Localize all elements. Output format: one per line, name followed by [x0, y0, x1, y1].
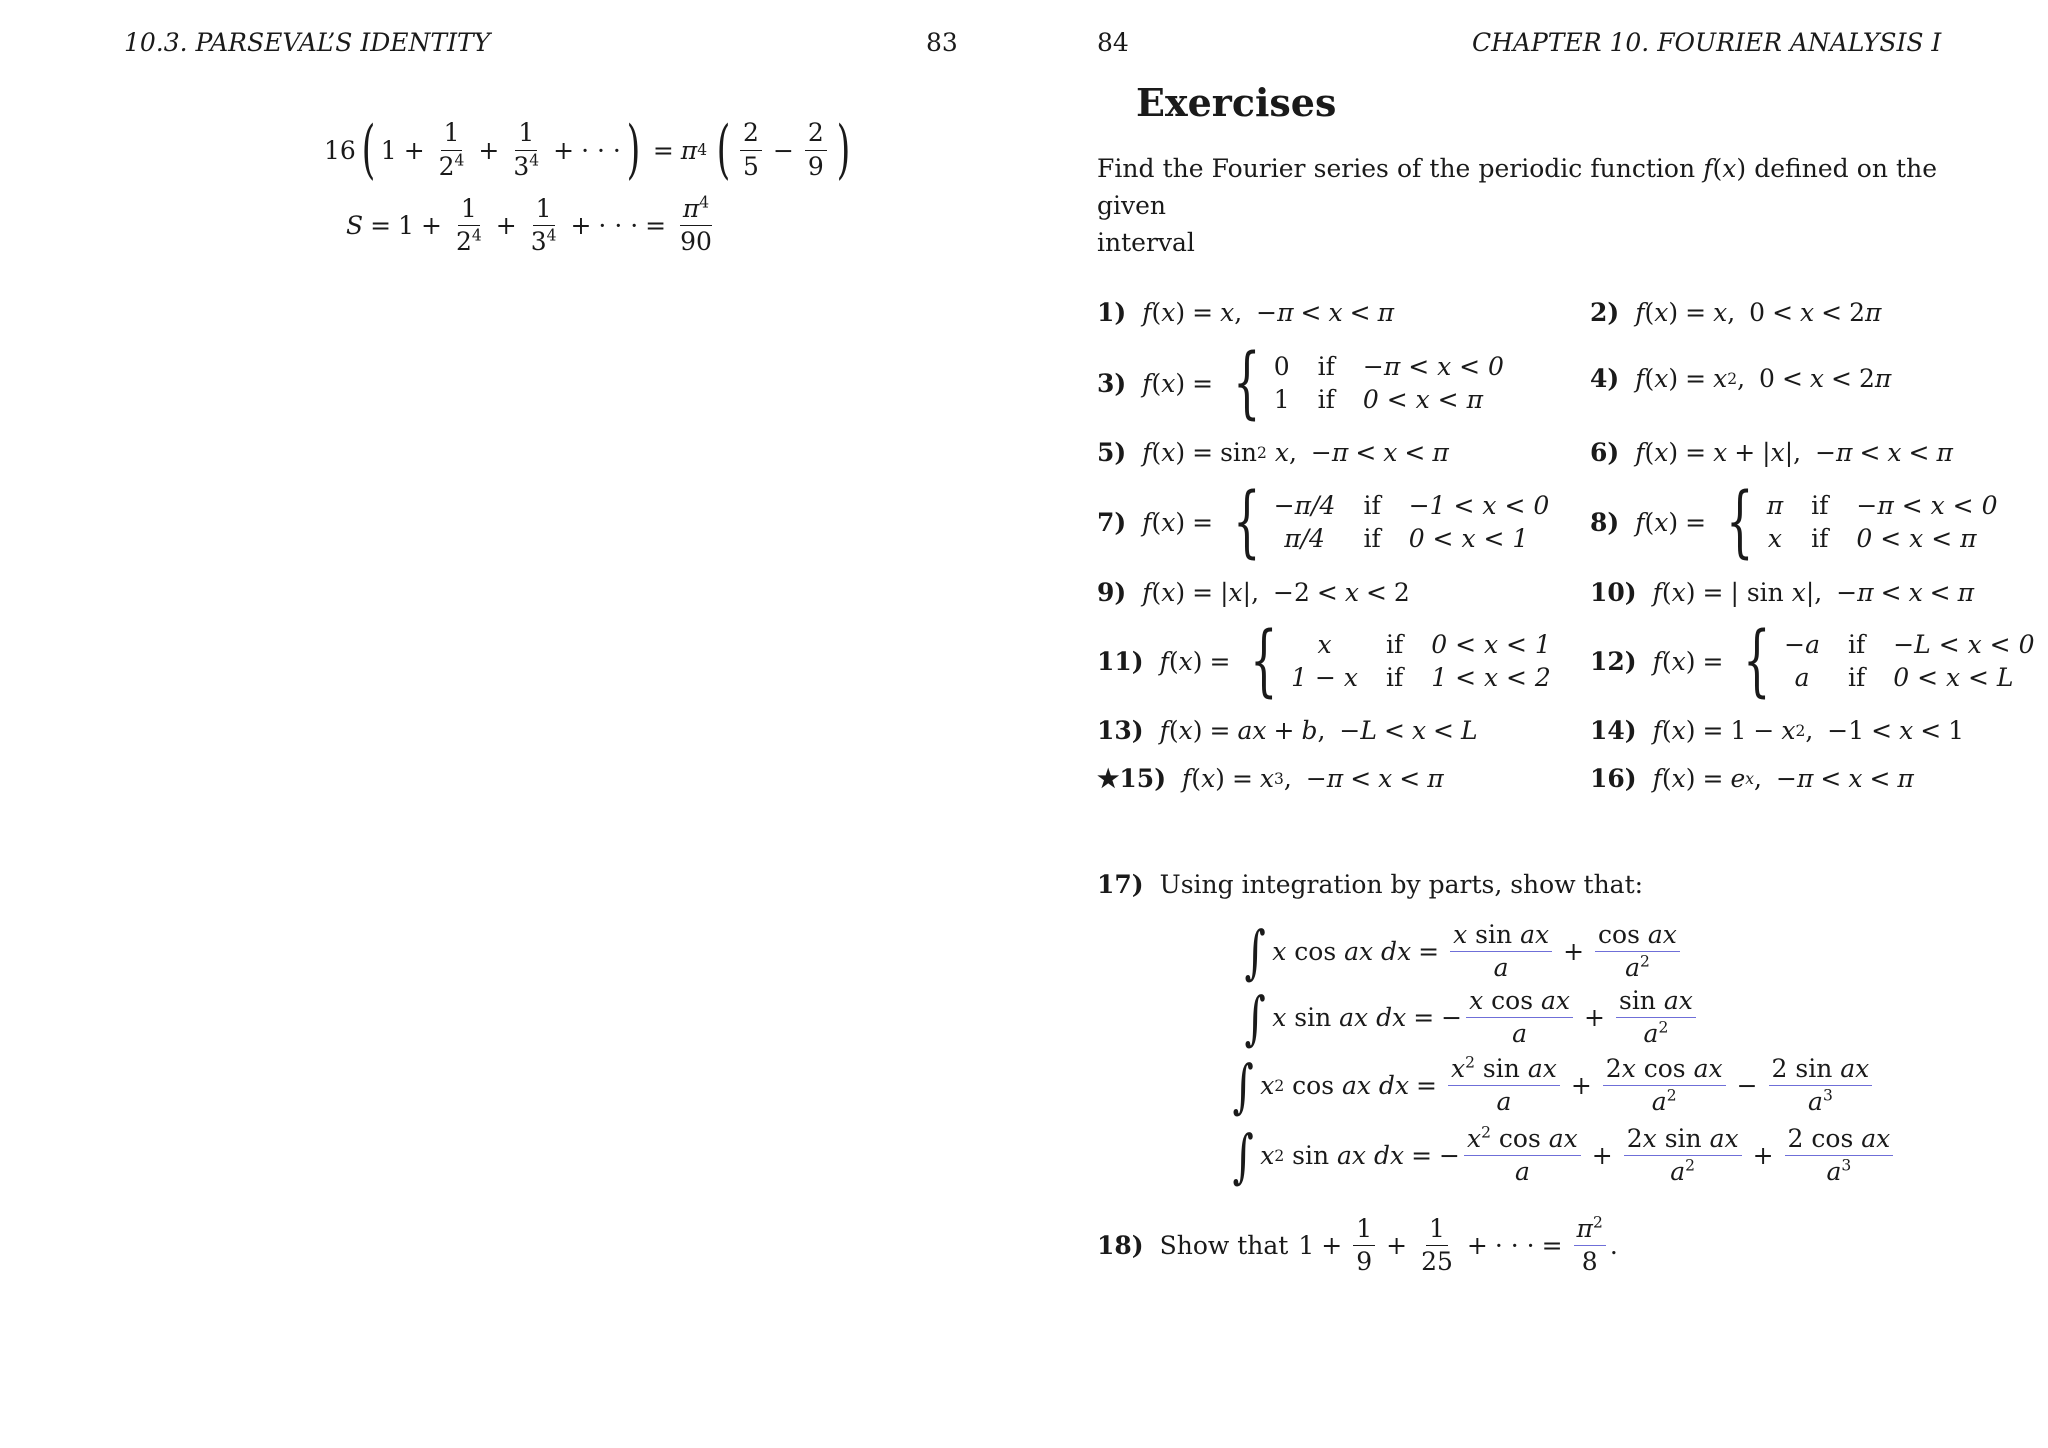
exercise-16: 16) f ( x ) = e x , − π < x < π [1590, 764, 1914, 793]
exercise-6: 6) f ( x ) = x + | x |, − π < x < π [1590, 438, 1953, 467]
exercise-8: 8) f ( x ) = { π if −π < x < 0 x if 0 < x < π [1590, 477, 1998, 567]
exercise-3: 3) f ( x ) = { 0 if −π < x < 0 1 if 0 < x < π [1097, 338, 1504, 428]
exercise-15: ★15) f ( x ) = x 3 , − π < x < π [1097, 764, 1444, 793]
exercises-intro: Find the Fourier series of the periodic function f(x) defined on the given interval [1097, 154, 1937, 257]
left-page [0, 0, 1020, 1448]
exercise-14: 14) f ( x ) = 1 − x 2 , −1 < x < 1 [1590, 716, 1965, 745]
exercise-7: 7) f ( x ) = { −π/4 if −1 < x < 0 π/4 if 0 < x < 1 [1097, 477, 1550, 567]
exercise-2: 2) f ( x ) = x , 0 < x < 2 π [1590, 298, 1882, 327]
exercise-5: 5) f ( x ) = sin 2 x , − π < x < π [1097, 438, 1449, 467]
left-page-number: 83 [926, 28, 958, 57]
parseval-equation-1: 16 ( 1 + $\frac{1}{2^4}$ + $\frac{1}{3^4}$ + · · · ) = π 4 ( $\frac{2}{5}$ − $\frac{2}{9}$ ) [324, 113, 851, 187]
exercise-9: 9) f ( x ) = | x |, −2 < x < 2 [1097, 578, 1410, 607]
parseval-equation-2: S = 1 + $\frac{1}{2^4}$ + $\frac{1}{3^4}$ + · · · = $\frac{\pi^4}{90}$ [346, 193, 712, 257]
exercise-13: 13) f ( x ) = ax + b , − L < x < L [1097, 716, 1478, 745]
right-header-title: CHAPTER 10. FOURIER ANALYSIS I [1472, 28, 1942, 57]
section-title: Exercises [1136, 80, 1337, 125]
exercise-11: 11) f ( x ) = { x if 0 < x < 1 1 − x if 1 < x < 2 [1097, 616, 1551, 706]
integral-identity-2: ∫ x sin ax dx = − $\frac{\text{x cos ax}}{a}$ + $\frac{\text{sin ax}}{a^2}$ [1240, 988, 1700, 1048]
exercise-4: 4) f ( x ) = x 2 , 0 < x < 2 π [1590, 364, 1892, 393]
exercise-17: 17) Using integration by parts, show that: [1097, 870, 1644, 899]
exercise-10: 10) f ( x ) = | sin x |, − π < x < π [1590, 578, 1975, 607]
exercise-12: 12) f ( x ) = { −a if −L < x < 0 a if 0 < x < L [1590, 616, 2035, 706]
integral-identity-3: ∫ x 2 cos ax dx = $\frac{x^2 \sin ax}{a}$ + $\frac{\text{2x cos ax}}{a^2}$ − $\frac{\text{2 sin ax}}{a^3}$ [1228, 1056, 1876, 1116]
exercise-1: 1) f ( x ) = x , − π < x < π [1097, 298, 1394, 327]
left-header-title: 10.3. PARSEVAL’S IDENTITY [124, 28, 491, 57]
integral-identity-4: ∫ x 2 sin ax dx = − $\frac{x^2 \cos ax}{a}$ + $\frac{\text{2x sin ax}}{a^2}$ + $\frac{\text{2 cos ax}}{a^3}$ [1228, 1126, 1897, 1186]
right-page-number: 84 [1097, 28, 1129, 57]
integral-identity-1: ∫ x cos ax dx = $\frac{\text{x sin ax}}{a}$ + $\frac{\text{cos ax}}{a^2}$ [1240, 922, 1684, 982]
exercise-18: 18) Show that 1 + $\frac{1}{9}$ + $\frac{1}{25}$ + · · · = $\frac{\pi^2}{8}$ . [1097, 1213, 1618, 1277]
